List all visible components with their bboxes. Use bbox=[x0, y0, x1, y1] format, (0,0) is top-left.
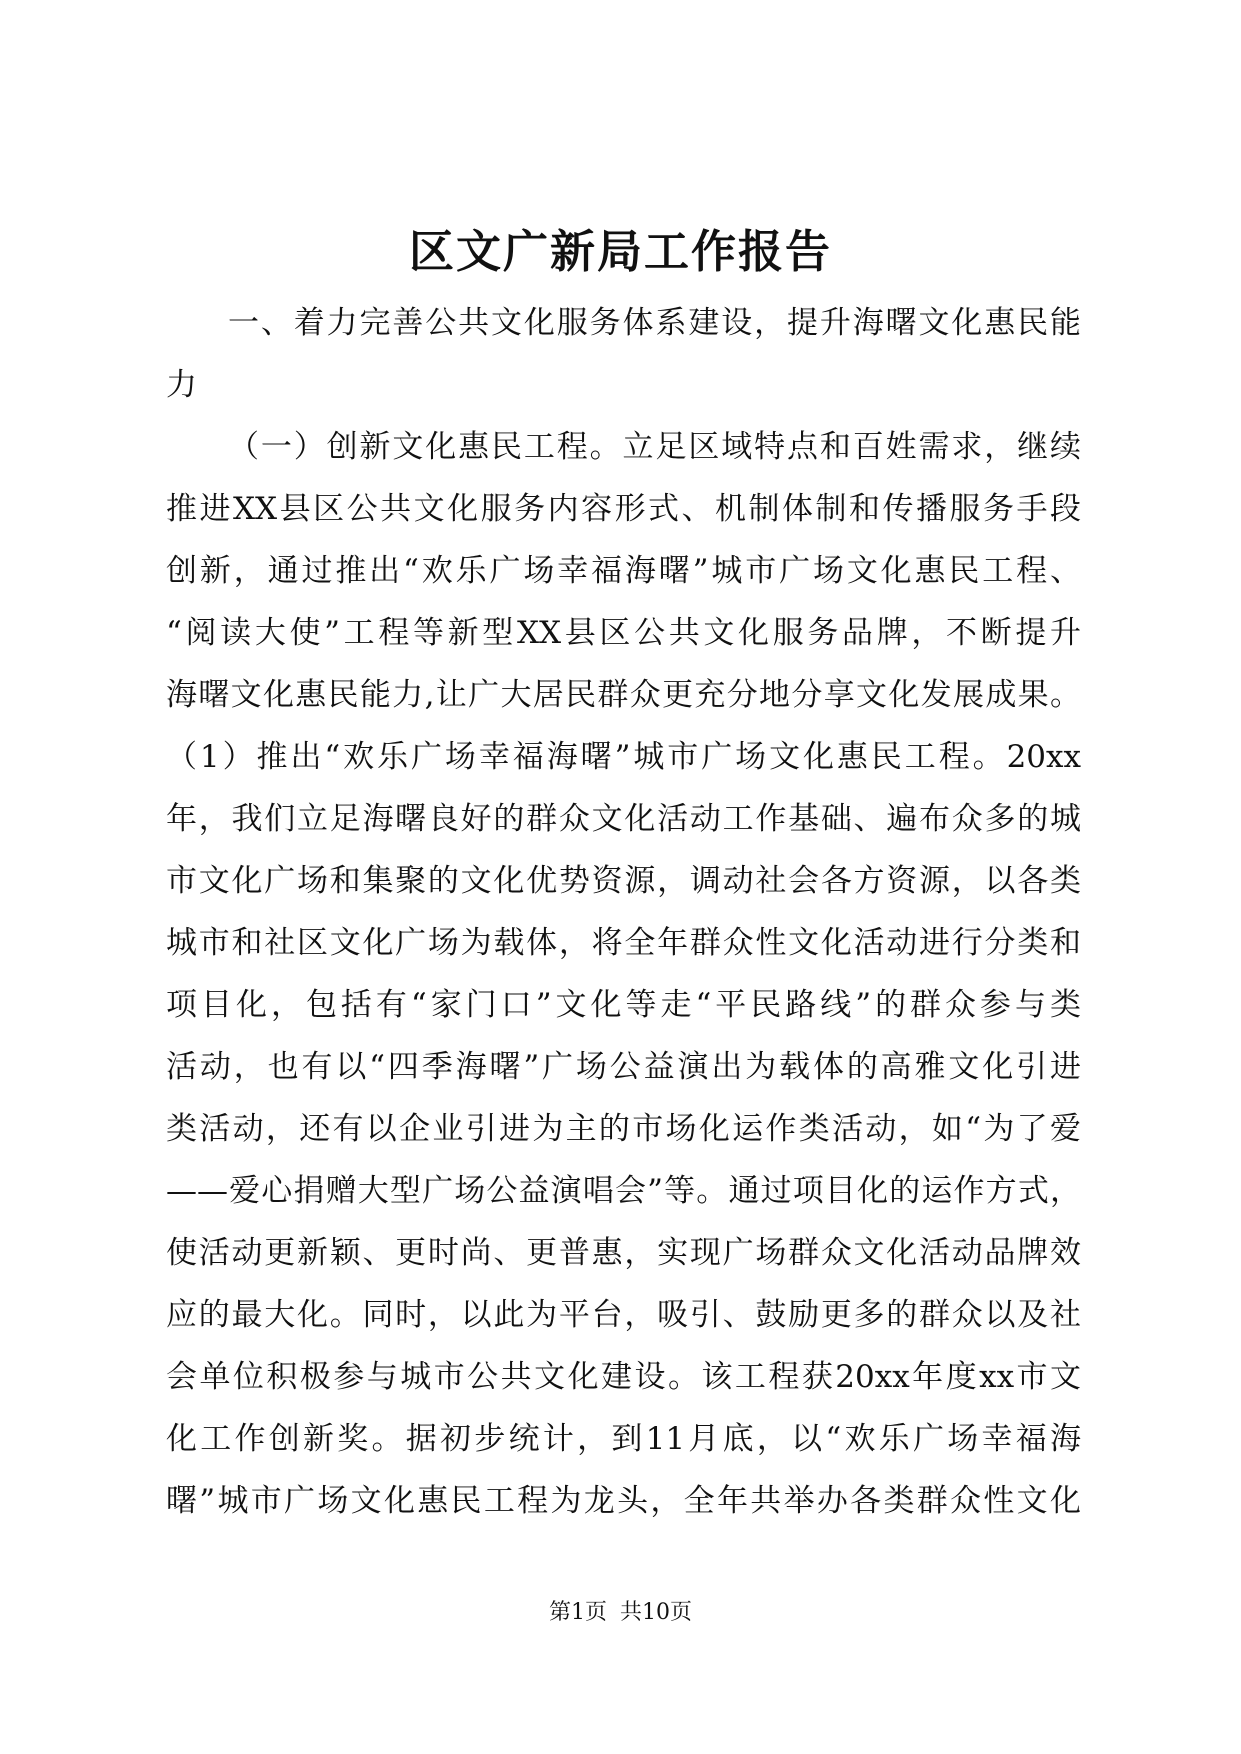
page-number-footer: 第1页 共10页 bbox=[549, 1600, 692, 1625]
document-body bbox=[166, 292, 1081, 1532]
body-line: ——爱心捐赠大型广场公益演唱会”等。通过项目化的运作方式， bbox=[166, 1173, 1081, 1209]
body-line: 使活动更新颖、更时尚、更普惠，实现广场群众文化活动品牌效 bbox=[166, 1235, 1081, 1271]
document-title: 区文广新局工作报告 bbox=[408, 225, 832, 278]
body-line: （1）推出“欢乐广场幸福海曙”城市广场文化惠民工程。20xx bbox=[166, 739, 1081, 775]
body-line: （一）创新文化惠民工程。立足区域特点和百姓需求，继续 bbox=[228, 429, 1081, 465]
body-line: 会单位积极参与城市公共文化建设。该工程获20xx年度xx市文 bbox=[166, 1359, 1081, 1395]
body-line: 推进XX县区公共文化服务内容形式、机制体制和传播服务手段 bbox=[166, 491, 1081, 527]
body-line: 海曙文化惠民能力,让广大居民群众更充分地分享文化发展成果。 bbox=[166, 677, 1081, 713]
body-line: 市文化广场和集聚的文化优势资源，调动社会各方资源，以各类 bbox=[166, 863, 1081, 899]
body-line: 项目化，包括有“家门口”文化等走“平民路线”的群众参与类 bbox=[166, 987, 1081, 1023]
body-line: 创新，通过推出“欢乐广场幸福海曙”城市广场文化惠民工程、 bbox=[166, 553, 1081, 589]
body-line: 年，我们立足海曙良好的群众文化活动工作基础、遍布众多的城 bbox=[166, 801, 1081, 837]
body-line: 曙”城市广场文化惠民工程为龙头，全年共举办各类群众性文化 bbox=[166, 1483, 1081, 1519]
body-line: 应的最大化。同时，以此为平台，吸引、鼓励更多的群众以及社 bbox=[166, 1297, 1081, 1333]
body-line: 类活动，还有以企业引进为主的市场化运作类活动，如“为了爱 bbox=[166, 1111, 1081, 1147]
body-line: 力 bbox=[166, 367, 197, 403]
body-line: 城市和社区文化广场为载体，将全年群众性文化活动进行分类和 bbox=[166, 925, 1081, 961]
body-line: 活动，也有以“四季海曙”广场公益演出为载体的高雅文化引进 bbox=[166, 1049, 1081, 1085]
body-line: 化工作创新奖。据初步统计，到11月底，以“欢乐广场幸福海 bbox=[166, 1421, 1081, 1457]
body-line: “阅读大使”工程等新型XX县区公共文化服务品牌，不断提升 bbox=[166, 615, 1081, 651]
heading-line: 一、着力完善公共文化服务体系建设，提升海曙文化惠民能 bbox=[228, 305, 1081, 341]
